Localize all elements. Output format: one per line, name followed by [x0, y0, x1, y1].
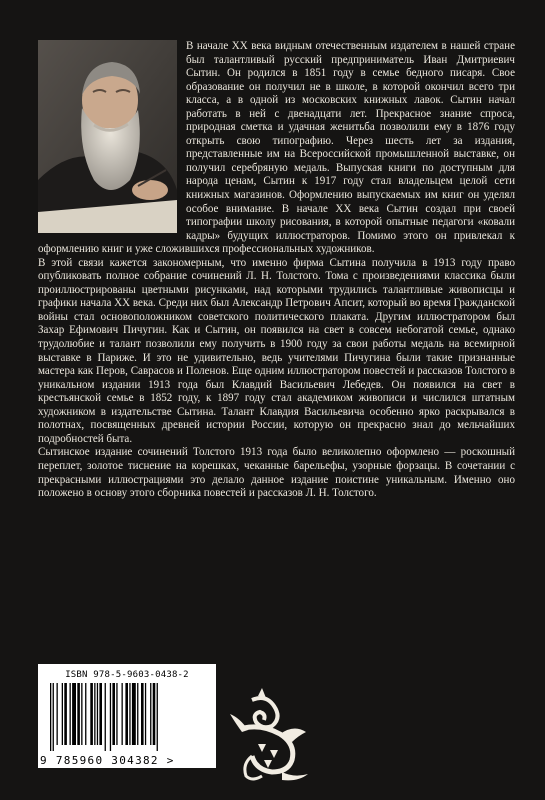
- barcode-bar: [53, 683, 54, 751]
- barcode-bar: [90, 683, 93, 745]
- paragraph-intro: В начале XX века видным отечественным издателем в нашей стране был талантливый русский предприниматель Иван Дмитриевич Сытин. Он родился в 1851 году в семье бедного писаря. Свое образование он получил не в школе, в которой окончил всего три класса, а в одной из московских книжных лавок. Сытин начал работать в ней с двенадцати лет. Прекрасное знание спроса, природная сметка и удачная женитьба позволили ему в 1876 году открыть свою типографию. Через шесть лет за издания, представленные им на Всероссийской промышленной выставке, он получил серебряную медаль. Выпуская книги по доступным для народа ценам, Сытин к 1917 году стал владельцем целой сети книжных магазинов. Оформлению выпускаемых им книг он уделял особое внимание. В начале XX века Сытин создал при своей типографии школу рисования, в которой опытные педагоги «ковали кадры» будущих иллюстраторов. Помимо этого он привлекал к оформлению книг и уже сложившихся профессиональных художников.: [38, 40, 515, 256]
- barcode-bar: [153, 683, 156, 745]
- barcode-bar: [81, 683, 82, 745]
- barcode-bar: [99, 683, 102, 745]
- barcode-bar: [157, 683, 158, 751]
- barcode-bar: [62, 683, 63, 745]
- publisher-logo: [222, 684, 314, 784]
- barcode-bar: [150, 683, 151, 745]
- barcode-bar: [132, 683, 136, 745]
- paragraph-illustrators: В этой связи кажется закономерным, что именно фирма Сытина получила в 1913 году право опубликовать полное собрание сочинений Л. Н. Толстого. Тома с произведениями классика были проиллюстрированы цветными рисунками, над которыми трудились талантливые живописцы и графики начала XX века. Среди них был Александр Петрович Апсит, который во время Гражданской войны стал основоположником советского политического плаката. Другим иллюстратором был Захар Ефимович Пичугин. Как и Сытин, он появился на свет в совсем небогатой семье, однако трудолюбие и талант позволили ему получить в 1900 году за свои работы медаль на всемирной выставке в Париже. И это не удивительно, ведь учителями Пичугина были такие признанные мастера как Перов, Саврасов и Поленов. Еще одним иллюстратором повестей и рассказов Толстого в уникальном издании 1913 года был Клавдий Васильевич Лебедев. Он появился на свет в крестьянской семье в 1852 году, к 1897 году стал академиком живописи и числился штатным художником в издательстве Сытина. Талант Клавдия Васильевича особенно ярко раскрывался в полотнах, посвященных древней истории России, которую он прекрасно знал до мельчайших подробностей быта.: [38, 256, 515, 445]
- barcode-bar: [112, 683, 115, 745]
- barcode-bar: [122, 683, 123, 745]
- paragraph-edition: Сытинское издание сочинений Толстого 1913 года было великолепно оформлено — роскошный переплет, золотое тиснение на корешках, чеканные барельефы, узорные форзацы. В сочетании с прекрасными иллюстрациями это делало данное издание поистине уникальным. Именно оно положено в основу этого сборника повестей и рассказов Л. Н. Толстого.: [38, 446, 515, 500]
- ean-digits: 9 785960 304382 >: [40, 754, 175, 767]
- barcode-bar: [110, 683, 111, 751]
- barcode-bar: [116, 683, 117, 745]
- barcode-bar: [57, 683, 58, 745]
- barcode-bar: [145, 683, 146, 745]
- barcode-bar: [70, 683, 71, 745]
- barcode-bars: [50, 683, 206, 751]
- barcode-bar: [129, 683, 130, 745]
- barcode-bar: [72, 683, 76, 745]
- barcode-bar: [105, 683, 106, 751]
- back-cover-text: [38, 40, 515, 580]
- barcode-bar: [141, 683, 144, 745]
- barcode-bar: [125, 683, 128, 745]
- barcode-bar: [97, 683, 98, 745]
- barcode-bar: [85, 683, 86, 745]
- isbn-label: ISBN 978-5-9603-0438-2: [65, 670, 189, 680]
- barcode-bar: [137, 683, 138, 745]
- portrait-float-spacer: [38, 40, 177, 236]
- barcode-bar: [64, 683, 67, 745]
- barcode-bar: [77, 683, 80, 745]
- isbn-barcode: [38, 664, 216, 768]
- barcode-bar: [94, 683, 95, 745]
- barcode-bar: [50, 683, 51, 751]
